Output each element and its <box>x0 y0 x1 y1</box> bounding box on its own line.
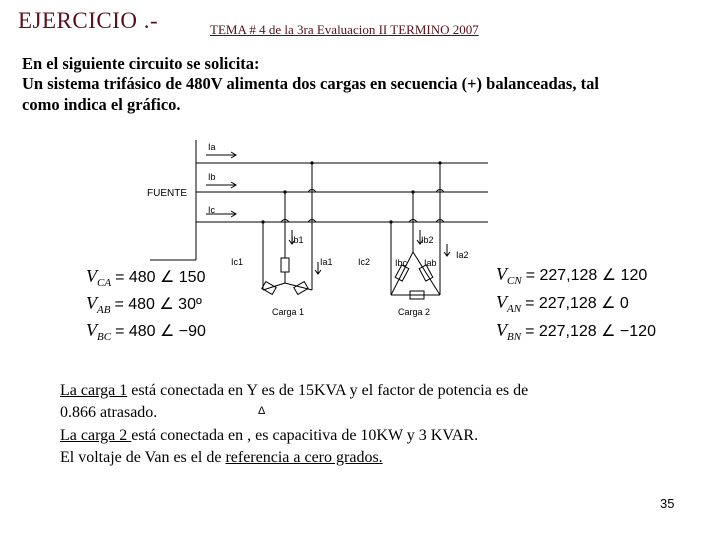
voltage-vcn: $V_{CN} = 227,128$ ∠ 120 <box>496 264 648 288</box>
load1-ic1-label: Ic1 <box>231 257 244 267</box>
carga1-label: La carga 1 <box>60 382 128 399</box>
source-label: FUENTE <box>147 188 187 199</box>
load1-ib1-label: Ib1 <box>291 235 304 245</box>
carga2-label: La carga 2 <box>60 427 132 444</box>
load1-ia1-label: Ia1 <box>320 257 333 267</box>
body-line-2: 0.866 atrasado. <box>60 404 158 421</box>
voltage-vab: $V_{AB} = 480$ ∠ 30º <box>86 293 202 317</box>
load2-iab-label: Iab <box>424 258 437 268</box>
voltage-van: $V_{AN} = 227,128$ ∠ 0 <box>496 292 629 316</box>
current-ia-label: Ia <box>208 142 216 152</box>
intro-line-3: como indica el gráfico. <box>22 95 181 114</box>
load2-ia2-label: Ia2 <box>456 250 469 260</box>
page-number: 35 <box>660 496 675 511</box>
load2-ic2-label: Ic2 <box>358 257 371 267</box>
body-line-3: La carga 2 está conectada en , es capacitiva de 10KW y 3 KVAR. <box>60 427 479 444</box>
load1-name: Carga 1 <box>272 307 305 317</box>
voltage-vca: $V_{CA} = 480$ ∠ 150 <box>86 266 206 290</box>
current-ic-label: Ic <box>208 205 216 215</box>
load2-ibc-label: Ibc <box>395 258 408 268</box>
load2-name: Carga 2 <box>398 307 431 317</box>
body-line-1: La carga 1 está conectada en Y es de 15KVA y el factor de potencia es de <box>60 382 529 399</box>
reference-text: referencia a cero grados. <box>225 449 383 466</box>
voltage-vbn: $V_{BN} = 227,128$ ∠ −120 <box>496 320 656 344</box>
current-ib-label: Ib <box>208 172 216 182</box>
intro-line-1: En el siguiente circuito se solicita: <box>22 54 260 73</box>
page-title: EJERCICIO .- <box>18 8 159 33</box>
page-subtitle: TEMA # 4 de la 3ra Evaluacion II TERMINO 2007 <box>210 22 479 37</box>
delta-symbol: Δ <box>258 405 266 417</box>
load2-ib2-label: Ib2 <box>421 235 434 245</box>
voltage-vbc: $V_{BC} = 480$ ∠ −90 <box>86 320 206 344</box>
intro-line-2: Un sistema trifásico de 480V alimenta dos cargas en secuencia (+) balanceadas, tal <box>22 74 599 93</box>
body-line-4: El voltaje de Van es el de referencia a cero grados. <box>60 449 383 466</box>
